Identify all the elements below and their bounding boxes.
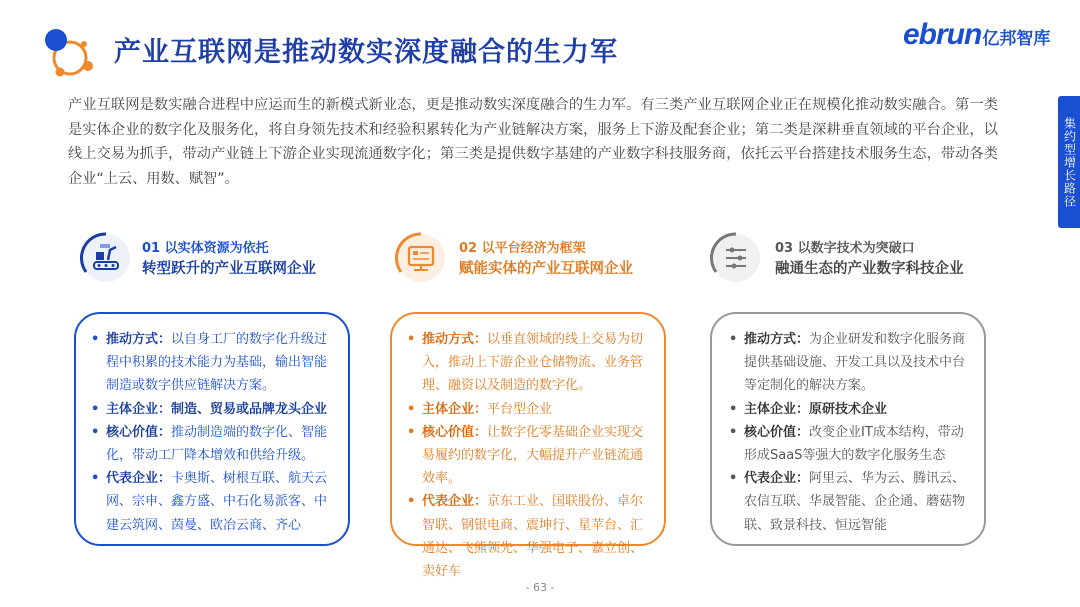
- column-1-number-label: 01 以实体资源为依托: [142, 241, 269, 256]
- list-item: • 主体企业：平台型企业: [406, 398, 650, 421]
- list-item: • 推动方式：以垂直领域的线上交易为切入，推动上下游企业仓储物流、业务管理、融资以及制造的数字化。: [406, 328, 650, 398]
- page-title: 产业互联网是推动数实深度融合的生力军: [114, 37, 618, 68]
- card-entity-resources: [74, 312, 350, 546]
- logo-en-text: ebrun: [903, 18, 982, 51]
- intro-paragraph: 产业互联网是数实融合进程中应运而生的新模式新业态，更是推动数实深度融合的生力军。有三类产业互联网企业正在规模化推动数实融合。第一类是实体企业的数字化及服务化，将自身领先技术和经验积累转化为产业链解决方案，服务上下游及配套企业；第二类是深耕垂直领域的平台企业，以线上交易为抓手，带动产业链上下游企业实现流通数字化；第三类是提供数字基建的产业数字科技服务商，依托云平台搭建技术服务生态，带动各类企业“上云、用数、赋智”。: [68, 97, 998, 187]
- factory-robot-icon: [80, 232, 132, 284]
- logo-cn-text: 亿邦智库: [982, 29, 1051, 49]
- list-item: • 推动方式：为企业研发和数字化服务商提供基础设施、开发工具以及技术中台等定制化的解决方案。: [728, 328, 970, 398]
- list-item: • 主体企业：原研技术企业: [728, 398, 970, 421]
- list-item: • 核心价值：推动制造端的数字化、智能化，带动工厂降本增效和供给升级。: [90, 421, 334, 467]
- platform-screen-icon: [395, 232, 447, 284]
- side-tab-label: 集约型增长路径: [1062, 116, 1077, 208]
- column-2-subtitle: 赋能实体的产业互联网企业: [459, 261, 633, 277]
- list-item: • 主体企业：制造、贸易或品牌龙头企业: [90, 398, 334, 421]
- card-digital-technology: [710, 312, 986, 546]
- list-item: • 核心价值：改变企业IT成本结构，带动形成SaaS等强大的数字化服务生态: [728, 421, 970, 467]
- side-tab-growth-path[interactable]: [1058, 96, 1080, 228]
- card-platform-economy: [390, 312, 666, 580]
- column-3-number-label: 03 以数字技术为突破口: [775, 241, 915, 256]
- column-1-subtitle: 转型跃升的产业互联网企业: [142, 261, 316, 277]
- brand-logo: [903, 18, 1050, 54]
- column-2-number-label: 02 以平台经济为框架: [459, 241, 586, 256]
- list-item: • 核心价值：让数字化零基础企业实现交易履约的数字化，大幅提升产业链流通效率。: [406, 421, 650, 491]
- list-item: • 推动方式：以自身工厂的数字化升级过程中积累的技术能力为基础，输出智能制造或数字供应链解决方案。: [90, 328, 334, 398]
- sliders-icon: [710, 232, 762, 284]
- page-number: - 63 -: [525, 581, 555, 594]
- network-nodes-icon: [40, 26, 102, 84]
- column-3-subtitle: 融通生态的产业数字科技企业: [775, 261, 964, 277]
- list-item: • 代表企业：卡奥斯、树根互联、航天云网、宗申、鑫方盛、中石化易派客、中建云筑网、茵曼、欧冶云商、齐心: [90, 467, 334, 537]
- list-item: • 代表企业：阿里云、华为云、腾讯云、农信互联、华晟智能、企企通、蘑菇物联、致景科技、恒远智能: [728, 467, 970, 537]
- list-item: • 代表企业：京东工业、国联股份、卓尔智联、钢银电商、震坤行、星苹台、汇通达、飞熊领先、华强电子、嘉立创、卖好车: [406, 490, 650, 583]
